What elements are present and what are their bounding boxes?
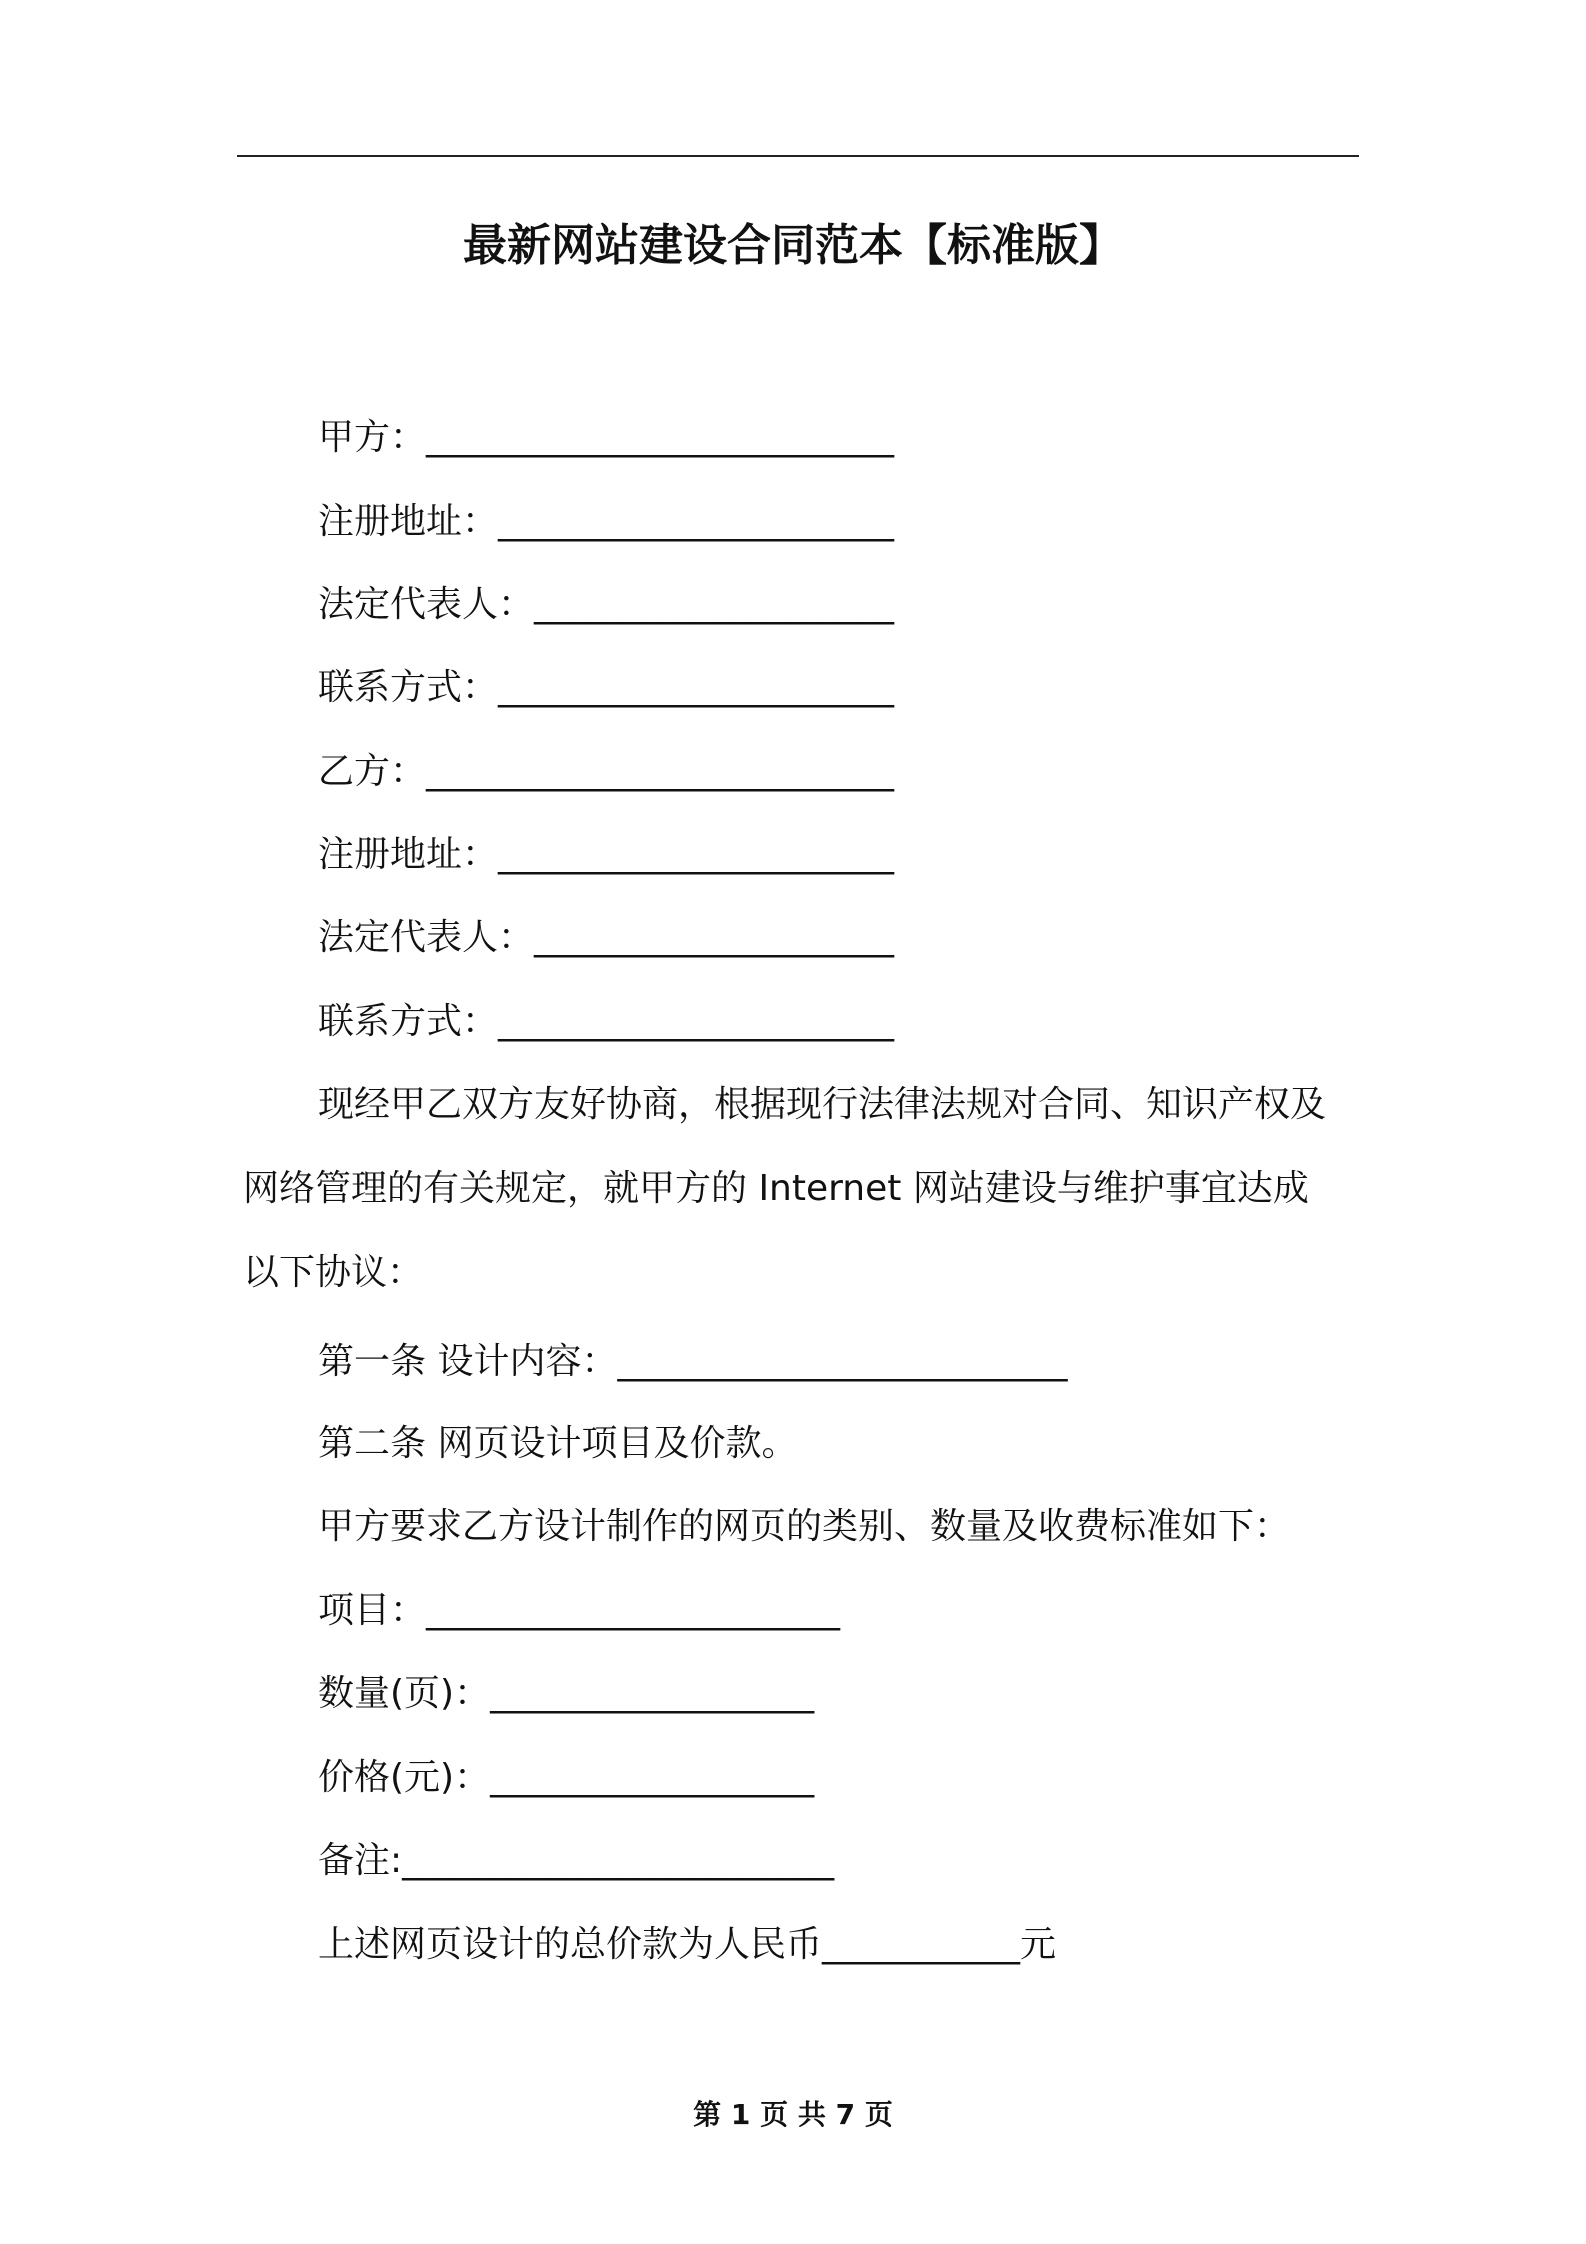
total-price-line: 上述网页设计的总价款为人民币___________元 xyxy=(318,1924,1057,1965)
article-1: 第一条 设计内容：_________________________ xyxy=(318,1341,1068,1382)
preamble-line-3: 以下协议： xyxy=(243,1252,424,1293)
party-b-name-field: 乙方：__________________________ xyxy=(318,751,895,792)
item-field: 项目：_______________________ xyxy=(318,1590,841,1631)
party-a-name-field: 甲方：__________________________ xyxy=(318,417,895,458)
header-rule xyxy=(237,155,1359,157)
quantity-field: 数量(页)：__________________ xyxy=(318,1673,815,1714)
article-2: 第二条 网页设计项目及价款。 xyxy=(318,1423,798,1464)
party-b-address-field: 注册地址：______________________ xyxy=(318,834,895,875)
page-number: 第 1 页 共 7 页 xyxy=(693,2098,893,2131)
document-title: 最新网站建设合同范本【标准版】 xyxy=(463,220,1123,271)
price-field: 价格(元)：__________________ xyxy=(318,1757,815,1798)
party-b-contact-field: 联系方式：______________________ xyxy=(318,1001,895,1042)
remarks-field: 备注:________________________ xyxy=(318,1840,835,1881)
party-a-representative-field: 法定代表人：____________________ xyxy=(318,584,895,625)
requirement-text: 甲方要求乙方设计制作的网页的类别、数量及收费标准如下： xyxy=(318,1506,1291,1547)
party-a-address-field: 注册地址：______________________ xyxy=(318,501,895,542)
party-a-contact-field: 联系方式：______________________ xyxy=(318,667,895,708)
preamble-line-1: 现经甲乙双方友好协商，根据现行法律法规对合同、知识产权及 xyxy=(318,1084,1327,1125)
preamble-line-2: 网络管理的有关规定，就甲方的 Internet 网站建设与维护事宜达成 xyxy=(243,1168,1309,1209)
party-b-representative-field: 法定代表人：____________________ xyxy=(318,917,895,958)
